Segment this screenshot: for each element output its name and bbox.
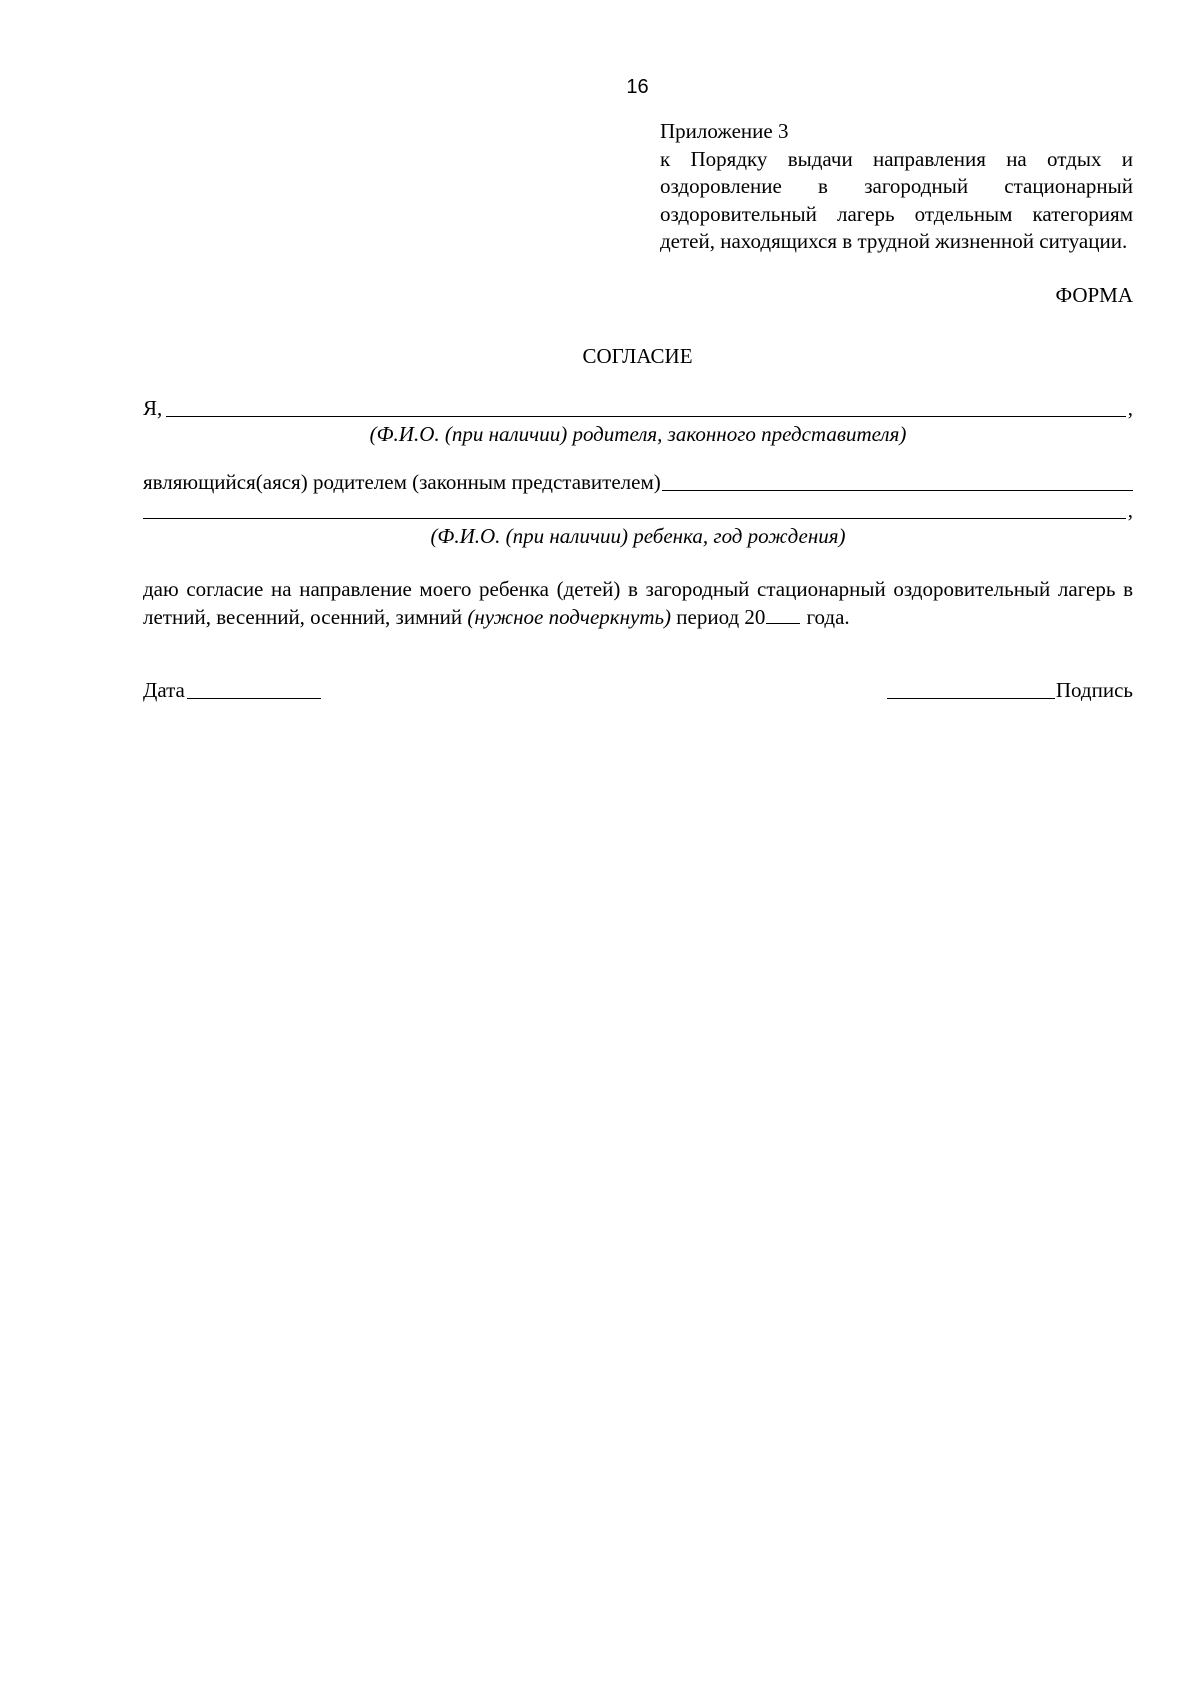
child-suffix: , xyxy=(1127,498,1133,522)
child-relation-field[interactable] xyxy=(662,470,1133,491)
signature-field[interactable] xyxy=(887,678,1055,699)
date-row xyxy=(143,678,321,703)
forma-label: ФОРМА xyxy=(1055,283,1133,307)
appendix-title: Приложение 3 xyxy=(660,119,789,143)
parent-caption: (Ф.И.О. (при наличии) родителя, законного представителя) xyxy=(369,422,907,446)
child-name-row xyxy=(143,498,1133,523)
signature-row xyxy=(887,678,1133,703)
child-relation-row xyxy=(143,470,1133,495)
date-field[interactable] xyxy=(187,678,321,699)
date-label: Дата xyxy=(143,678,185,702)
consent-end: года. xyxy=(806,604,850,629)
year-field[interactable] xyxy=(766,605,800,624)
consent-period: период 20 xyxy=(671,604,766,629)
signature-label: Подпись xyxy=(1055,678,1133,702)
appendix-text: к Порядку выдачи направления на отдых и оздоровление в загородный стационарный оздоровительный лагерь отдельным категориям детей, находящихся в трудной жизненной ситуации. xyxy=(660,146,1133,253)
child-caption: (Ф.И.О. (при наличии) ребенка, год рождения) xyxy=(430,524,846,548)
parent-name-field[interactable] xyxy=(166,396,1125,417)
parent-name-row xyxy=(143,396,1133,421)
child-relation-prefix: являющийся(аяся) родителем (законным представителем) xyxy=(143,470,661,494)
consent-note: (нужное подчеркнуть) xyxy=(467,604,672,629)
appendix-block xyxy=(660,118,1133,256)
consent-paragraph xyxy=(143,576,1133,631)
parent-suffix: , xyxy=(1127,396,1133,420)
parent-prefix: Я, xyxy=(143,396,163,420)
document-heading: СОГЛАСИЕ xyxy=(582,344,693,368)
consent-text: даю согласие на направление моего ребенка (детей) в загородный стационарный оздоровительный лагерь в летний, весенний, осенний, зимний xyxy=(143,577,1133,629)
page-number: 16 xyxy=(626,76,649,98)
child-name-field[interactable] xyxy=(143,498,1126,519)
